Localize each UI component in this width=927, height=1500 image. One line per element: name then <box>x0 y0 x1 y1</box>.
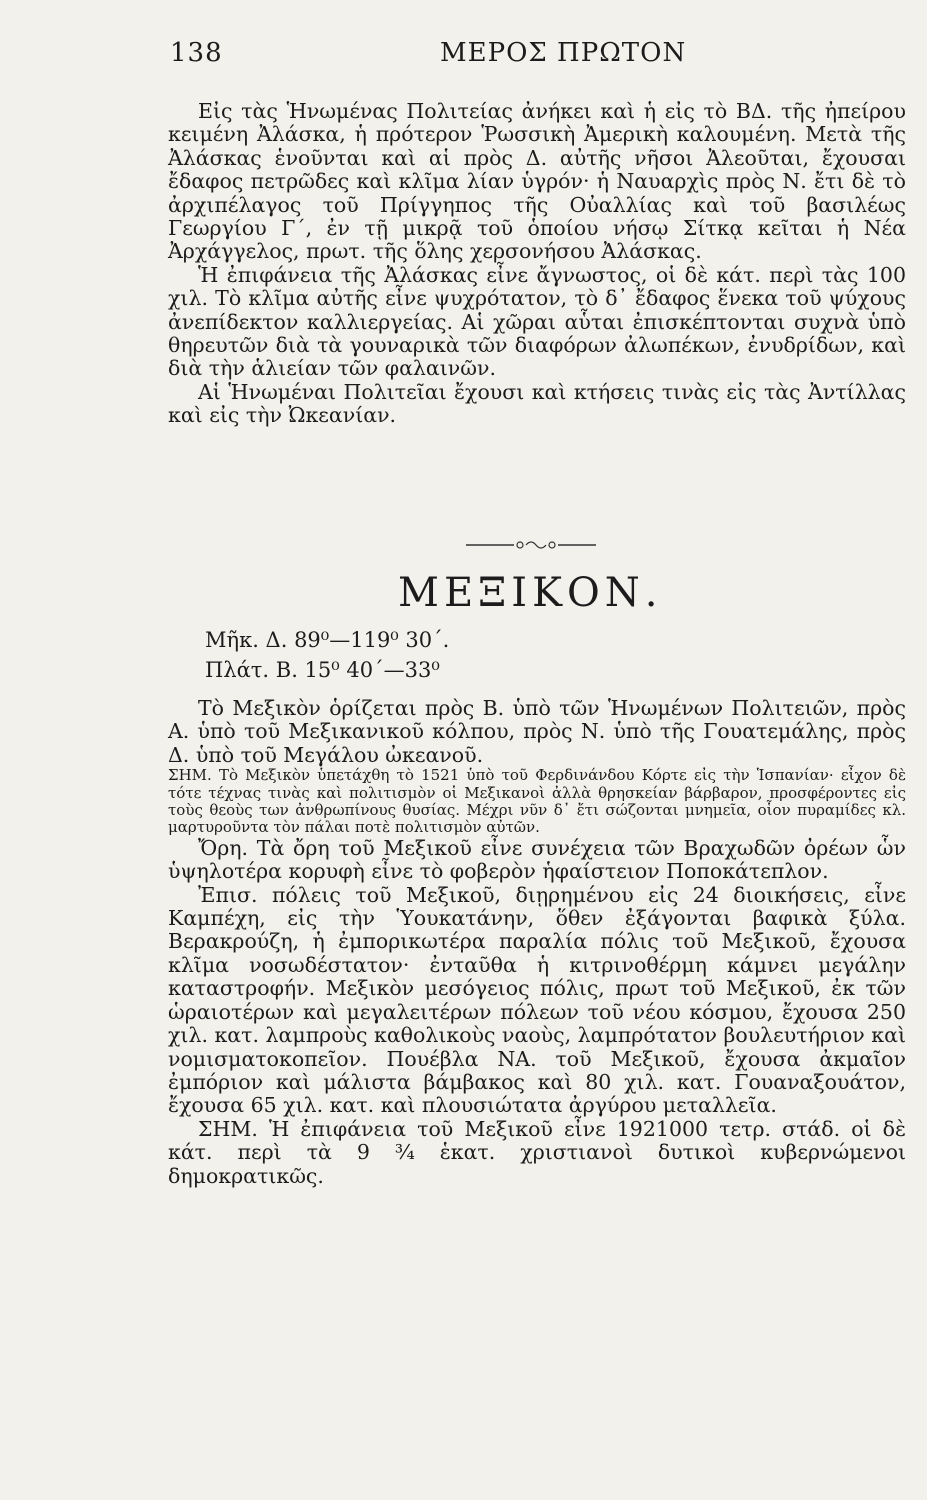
note-history: ΣΗΜ. Τὸ Μεξικὸν ὑπετάχθη τὸ 1521 ὑπὸ τοῦ Φερδινάνδου Κόρτε εἰς τὴν Ἱσπανίαν· εἶχον δὲ τότε τέχνας τινὰς καὶ πολιτισμὸν οἱ Μεξικανοὶ ἀλλὰ θρησκείαν βάρβαρον, προσφέροντες εἰς τοὺς θεοὺς των ἀνθρωπίνους θυσίας. Μέχρι νῦν δ᾽ ἔτι σώζονται μνημεῖα, οἷον πυραμίδες κλ. μαρτυροῦντα τὸν πάλαι ποτὲ πολιτισμὸν αὐτῶν. <box>168 766 906 837</box>
page-number: 138 <box>170 38 223 68</box>
paragraph-mountains: Ὄρη. Τὰ ὄρη τοῦ Μεξικοῦ εἶνε συνέχεια τῶν Βραχωδῶν ὀρέων ὧν ὑψηλοτέρα κορυφὴ εἶνε τὸ φοβερὸν ἡφαίστειον Ποποκάτεπλον. <box>168 835 906 884</box>
note-area: ΣΗΜ. Ἡ ἐπιφάνεια τοῦ Μεξικοῦ εἶνε 1921000 τετρ. στάδ. οἱ δὲ κάτ. περὶ τὰ 9 ¾ ἑκατ. χριστιανοὶ δυτικοὶ κυβερνώμενοι δημοκρατικῶς. <box>168 1116 906 1188</box>
paragraph-possessions: Αἱ Ἡνωμέναι Πολιτεῖαι ἔχουσι καὶ κτήσεις τινὰς εἰς τὰς Ἀντίλλας καὶ εἰς τὴν Ὠκεανίαν. <box>168 379 906 428</box>
page-header <box>170 38 727 78</box>
paragraph-alaska: Εἰς τὰς Ἡνωμένας Πολιτείας ἀνήκει καὶ ἡ εἰς τὸ ΒΔ. τῆς ἠπείρου κειμένη Ἀλάσκα, ἡ πρότερον Ῥωσσικὴ Ἀμερικὴ καλουμένη. Μετὰ τῆς Ἀλάσκας ἑνοῦνται καὶ αἱ πρὸς Δ. αὐτῆς νῆσοι Ἀλεοῦται, ἔχουσαι ἔδαφος πετρῶδες καὶ κλῖμα λίαν ὑγρόν· ἡ Ναυαρχὶς πρὸς Ν. ἔτι δὲ τὸ ἀρχιπέλαγος τοῦ Πρίγγηπος τῆς Οὐαλλίας καὶ τοῦ βασιλέως Γεωργίου Γ΄, ἐν τῇ μικρᾷ τοῦ ὁποίου νήσῳ Σίτκᾳ κεῖται ἡ Νέα Ἀρχάγγελος, πρωτ. τῆς ὅλης χερσονήσου Ἀλάσκας. <box>168 99 906 264</box>
longitude-line: Μῆκ. Δ. 89⁰—119⁰ 30΄. <box>205 628 450 652</box>
paragraph-borders: Τὸ Μεξικὸν ὁρίζεται πρὸς Β. ὑπὸ τῶν Ἡνωμένων Πολιτειῶν, πρὸς Α. ὑπὸ τοῦ Μεξικανικοῦ κόλπου, πρὸς Ν. ὑπὸ τῆς Γουατεμάλης, πρὸς Δ. ὑπὸ τοῦ Μεγάλου ὠκεανοῦ. <box>168 696 906 767</box>
coordinates <box>205 625 449 685</box>
ornament-divider <box>466 538 596 552</box>
section-heading: ΜΕΞΙΚΟΝ. <box>398 570 663 616</box>
paragraph-cities: Ἐπισ. πόλεις τοῦ Μεξικοῦ, διῃρημένου εἰς 24 διοικήσεις, εἶνε Καμπέχη, εἰς τὴν Ὑουκατάνην, ὅθεν ἐξάγονται βαφικὰ ξύλα. Βερακρούζη, ἡ ἐμπορικωτέρα παραλία πόλις τοῦ Μεξικοῦ, ἔχουσα κλῖμα νοσωδέστατον· ἐνταῦθα ἡ κιτρινοθέρμη κάμνει μεγάλην καταστροφήν. Μεξικὸν μεσόγειος πόλις, πρωτ τοῦ Μεξικοῦ, ἐκ τῶν ὡραιοτέρων καὶ μεγαλειτέρων πόλεων τοῦ νέου κόσμου, ἔχουσα 250 χιλ. κατ. λαμπροὺς καθολικοὺς ναοὺς, λαμπρότατον βουλευτήριον καὶ νομισματοκοπεῖον. Πουέβλα ΝΑ. τοῦ Μεξικοῦ, ἔχουσα ἀκμαῖον ἐμπόριον καὶ μάλιστα βάμβακος καὶ 80 χιλ. κατ. Γουαναξουάτον, ἔχουσα 65 χιλ. κατ. καὶ πλουσιώτατα ἀργύρου μεταλλεῖα. <box>168 882 906 1118</box>
running-title: ΜΕΡΟΣ ΠΡΩΤΟΝ <box>440 38 687 68</box>
intro-section <box>168 100 906 428</box>
mexico-section <box>168 697 906 1188</box>
paragraph-alaska-climate: Ἡ ἐπιφάνεια τῆς Ἀλάσκας εἶνε ἄγνωστος, οἱ δὲ κάτ. περὶ τὰς 100 χιλ. Τὸ κλῖμα αὐτῆς εἶνε ψυχρότατον, τὸ δ᾽ ἔδαφος ἕνεκα τοῦ ψύχους ἀνεπίδεκτον καλλιεργείας. Αἱ χῶραι αὗται ἐπισκέπτονται συχνὰ ὑπὸ θηρευτῶν διὰ τὰ γουναρικὰ τῶν διαφόρων ἀλωπέκων, ἐνυδρίδων, καὶ διὰ τὴν ἁλιείαν τῶν φαλαινῶν. <box>168 262 906 381</box>
latitude-line: Πλάτ. Β. 15⁰ 40΄—33⁰ <box>205 658 440 682</box>
